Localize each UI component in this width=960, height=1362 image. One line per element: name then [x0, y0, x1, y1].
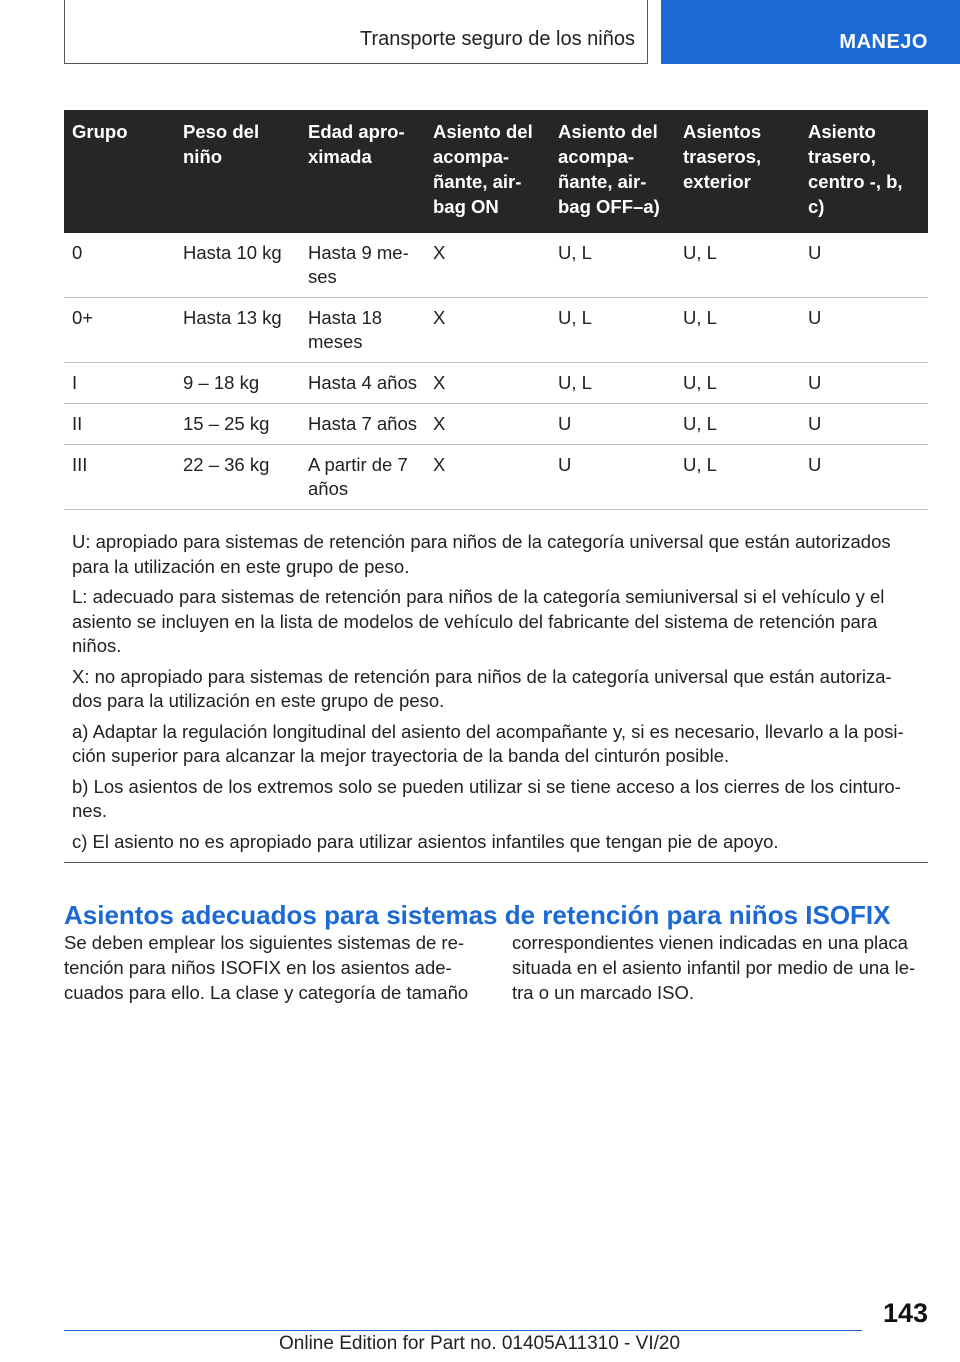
table-cell: Hasta 9 me-ses: [300, 233, 425, 298]
footer-edition: Online Edition for Part no. 01405A11310 - VI/20: [279, 1333, 681, 1354]
table-cell: Hasta 13 kg: [175, 298, 300, 363]
table-cell: U: [800, 298, 928, 363]
table-row: [64, 233, 928, 298]
table-cell: U: [800, 233, 928, 298]
footer-divider: [64, 1330, 862, 1331]
footnote-a: a) Adaptar la regulación longitudinal del asiento del acompañante y, si es necesario, llevarlo a la posi-ción superior para alcanzar la mejor trayectoria de la banda del cinturón posible.: [72, 720, 904, 766]
footnote-u: U: apropiado para sistemas de retención para niños de la categoría universal que están autorizados para la utilización en este grupo de peso.: [72, 531, 891, 577]
table-cell: Hasta 18 meses: [300, 298, 425, 363]
table-cell: X: [425, 233, 550, 298]
table-cell: U, L: [675, 233, 800, 298]
table-header-row: [64, 110, 928, 233]
header-title: Transporte seguro de los niños: [360, 28, 635, 50]
table-row: [64, 404, 928, 445]
table-cell: Hasta 4 años: [300, 363, 425, 404]
table-cell: U: [800, 404, 928, 445]
col-header-weight: Peso del niño: [175, 110, 300, 233]
table-cell: 15 – 25 kg: [175, 404, 300, 445]
table-cell: U: [800, 445, 928, 510]
footnote-l: L: adecuado para sistemas de retención para niños de la categoría semiuniversal si el vehículo y el asiento se incluyen en la lista de modelos de vehículo del fabricante del sistema de retención para niños.: [72, 586, 885, 656]
page-number: 143: [882, 1298, 928, 1328]
table-cell: Hasta 10 kg: [175, 233, 300, 298]
table-row: [64, 363, 928, 404]
table-cell: 22 – 36 kg: [175, 445, 300, 510]
table-cell: Hasta 7 años: [300, 404, 425, 445]
table-cell: A partir de 7 años: [300, 445, 425, 510]
table-cell: I: [64, 363, 175, 404]
footnote-x: X: no apropiado para sistemas de retención para niños de la categoría universal que están autoriza-dos para la utilización en este grupo de peso.: [72, 665, 892, 711]
child-seat-table: [64, 110, 928, 510]
body-text-right-column: correspondientes vienen indicadas en una placa situada en el asiento infantil por medio de una le-tra o un marcado ISO.: [512, 932, 916, 1003]
table-cell: U, L: [550, 363, 675, 404]
table-cell: U, L: [675, 363, 800, 404]
col-header-front-airbag-on: Asiento del acompa-ñante, air-bag ON: [425, 110, 550, 233]
col-header-front-airbag-off: Asiento del acompa-ñante, air-bag OFF–a): [550, 110, 675, 233]
col-header-rear-outer: Asientos traseros, exterior: [675, 110, 800, 233]
section-tab[interactable]: [661, 0, 960, 64]
table-row: [64, 298, 928, 363]
table-cell: 0+: [64, 298, 175, 363]
table-cell: U, L: [675, 298, 800, 363]
table-cell: U, L: [550, 233, 675, 298]
table-cell: U, L: [550, 298, 675, 363]
col-header-rear-center: Asiento trasero, centro -, b, c): [800, 110, 928, 233]
table-cell: X: [425, 445, 550, 510]
table-cell: U: [550, 445, 675, 510]
table-cell: U: [550, 404, 675, 445]
table-cell: U: [800, 363, 928, 404]
table-cell: X: [425, 363, 550, 404]
table-cell: III: [64, 445, 175, 510]
table-cell: 9 – 18 kg: [175, 363, 300, 404]
table-cell: U, L: [675, 445, 800, 510]
table-cell: X: [425, 404, 550, 445]
footnote-b: b) Los asientos de los extremos solo se pueden utilizar si se tiene acceso a los cierres de los cinturo-nes.: [72, 775, 901, 821]
table-cell: II: [64, 404, 175, 445]
table-cell: U, L: [675, 404, 800, 445]
table-cell: 0: [64, 233, 175, 298]
section-heading: Asientos adecuados para sistemas de retención para niños ISOFIX: [64, 900, 891, 930]
col-header-age: Edad apro-ximada: [300, 110, 425, 233]
section-tab-label: MANEJO: [839, 31, 928, 53]
table-cell: X: [425, 298, 550, 363]
footnote-c: c) El asiento no es apropiado para utilizar asientos infantiles que tengan pie de apoyo.: [72, 830, 779, 852]
body-text-left-column: Se deben emplear los siguientes sistemas de re-tención para niños ISOFIX en los asientos ade-cuados para ello. La clase y categoría de tamaño: [64, 932, 469, 1003]
table-row: [64, 445, 928, 510]
col-header-group: Grupo: [64, 110, 175, 233]
table-footnotes: [64, 524, 928, 863]
header-box: [64, 0, 648, 64]
